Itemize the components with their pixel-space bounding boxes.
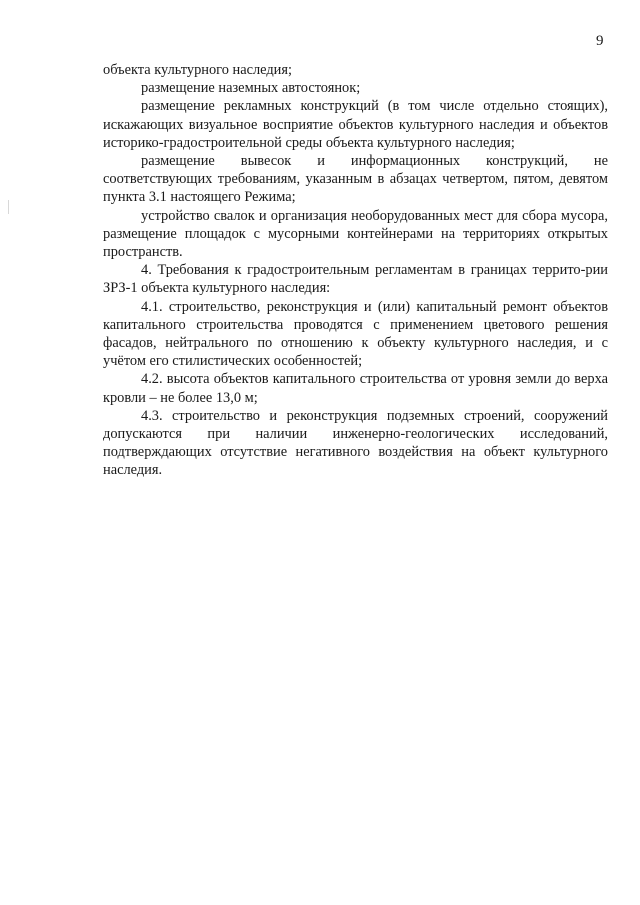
- paragraph-signage: размещение вывесок и информационных конструкций, не соответствующих требованиям, указанным в абзацах четвертом, пятом, девятом пункта 3.1 настоящего Режима;: [103, 153, 608, 206]
- paragraph-4-1: 4.1. строительство, реконструкция и (или) капитальный ремонт объектов капитального строительства проводятся с применением цветового решения фасадов, нейтрального по отношению к объекту культурного наследия, и с учётом его стилистических особенностей;: [103, 298, 608, 370]
- paragraph-section-4-heading: 4. Требования к градостроительным регламентам в границах террито-рии ЗРЗ-1 объекта культурного наследия:: [103, 262, 608, 297]
- scan-margin-mark: [8, 200, 9, 214]
- paragraph-advertising: размещение рекламных конструкций (в том числе отдельно стоящих), искажающих визуальное восприятие объектов культурного наследия и объектов историко-градостроительной среды объекта культурного наследия;: [103, 98, 608, 151]
- paragraph-4-2: 4.2. высота объектов капитального строительства от уровня земли до верха кровли – не более 13,0 м;: [103, 371, 608, 406]
- paragraph-4-3: 4.3. строительство и реконструкция подземных строений, сооружений допускаются при наличии инженерно-геологических исследований, подтверждающих отсутствие негативного воздействия на объект культурного наследия.: [103, 407, 608, 479]
- document-body: [103, 61, 608, 480]
- paragraph-parking: размещение наземных автостоянок;: [141, 80, 361, 97]
- page-number: 9: [596, 33, 604, 49]
- paragraph-waste: устройство свалок и организация необорудованных мест для сбора мусора, размещение площадок с мусорными контейнерами на территориях открытых пространств.: [103, 207, 608, 261]
- paragraph-continuation: объекта культурного наследия;: [103, 62, 293, 78]
